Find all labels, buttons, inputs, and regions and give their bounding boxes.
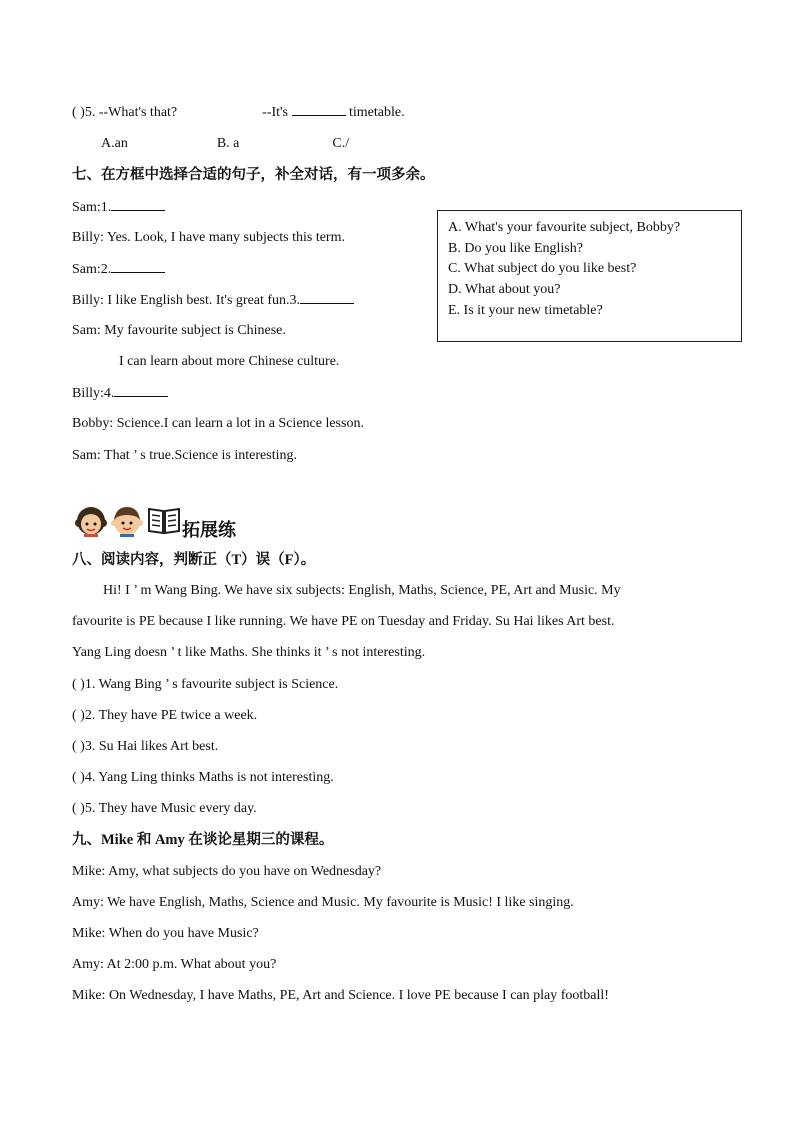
s9-line-2: Amy: We have English, Maths, Science and Music. My favourite is Music! I like singing. (72, 895, 574, 910)
reading-line-2: favourite is PE because I like running. We have PE on Tuesday and Friday. Su Hai likes Art best. (72, 614, 615, 629)
dialogue-line-3 (72, 260, 165, 279)
dialogue-line-2: Billy: Yes. Look, I have many subjects this term. (72, 230, 345, 245)
q5-option-c: C./ (332, 136, 350, 151)
girl-icon (74, 503, 108, 537)
dialogue-text: Sam:1. (72, 200, 112, 215)
box-option-a: A. What's your favourite subject, Bobby? (448, 220, 681, 235)
reading-line-3: Yang Ling doesn ’ t like Maths. She thinks it ’ s not interesting. (72, 645, 426, 660)
extension-title: 拓展练 (182, 520, 236, 541)
s9-line-4: Amy: At 2:00 p.m. What about you? (72, 957, 277, 972)
extension-icons (74, 503, 181, 537)
dialogue-text: Sam:2. (72, 262, 112, 277)
boy-icon (110, 503, 144, 537)
tf-question-2[interactable]: ( )2. They have PE twice a week. (72, 708, 258, 723)
answer-blank-4[interactable] (114, 384, 168, 397)
dialogue-line-6: I can learn about more Chinese culture. (119, 354, 340, 369)
q5-options (101, 135, 349, 153)
dialogue-line-7 (72, 384, 168, 403)
s9-line-5: Mike: On Wednesday, I have Maths, PE, Art and Science. I love PE because I can play football! (72, 988, 609, 1003)
q5-line (72, 103, 405, 122)
q5-answer-prefix: --It's (262, 105, 289, 120)
box-option-c: C. What subject do you like best? (448, 261, 637, 277)
dialogue-line-1 (72, 198, 165, 217)
box-option-e: E. Is it your new timetable? (448, 302, 603, 318)
answer-blank-2[interactable] (111, 260, 165, 273)
options-box (437, 210, 742, 342)
answer-blank-3[interactable] (300, 291, 354, 304)
dialogue-text: Billy: I like English best. It's great fun.3. (72, 293, 301, 308)
tf-question-4[interactable]: ( )4. Yang Ling thinks Maths is not interesting. (72, 770, 334, 785)
tf-question-3[interactable]: ( )3. Su Hai likes Art best. (72, 739, 219, 754)
tf-question-5[interactable]: ( )5. They have Music every day. (72, 801, 257, 816)
q5-tail: timetable. (349, 105, 405, 120)
s9-line-3: Mike: When do you have Music? (72, 926, 259, 941)
answer-blank-1[interactable] (111, 198, 165, 211)
dialogue-line-8: Bobby: Science.I can learn a lot in a Science lesson. (72, 416, 364, 431)
dialogue-line-4 (72, 291, 354, 310)
dialogue-line-5: Sam: My favourite subject is Chinese. (72, 323, 286, 338)
section7-heading: 七、在方框中选择合适的句子，补全对话，有一项多余。 (72, 167, 435, 183)
q5-prompt: ( )5. --What's that? (72, 105, 178, 120)
dialogue-line-9: Sam: That ’ s true.Science is interesting. (72, 448, 297, 463)
tf-question-1[interactable]: ( )1. Wang Bing ’ s favourite subject is Science. (72, 677, 339, 692)
box-option-d: D. What about you? (448, 282, 561, 298)
q5-option-a: A.an (101, 136, 128, 151)
dialogue-text: Billy:4. (72, 386, 115, 401)
section9-heading: 九、Mike 和 Amy 在谈论星期三的课程。 (72, 832, 334, 848)
book-icon (147, 503, 181, 537)
s9-line-1: Mike: Amy, what subjects do you have on Wednesday? (72, 864, 382, 879)
q5-option-b: B. a (216, 136, 240, 151)
section8-heading: 八、阅读内容，判断正（T）误（F）。 (72, 552, 316, 568)
box-option-b: B. Do you like English? (448, 240, 583, 256)
reading-line-1: Hi! I ’ m Wang Bing. We have six subjects: English, Maths, Science, PE, Art and Music. My (103, 583, 621, 598)
q5-blank[interactable] (292, 103, 346, 116)
